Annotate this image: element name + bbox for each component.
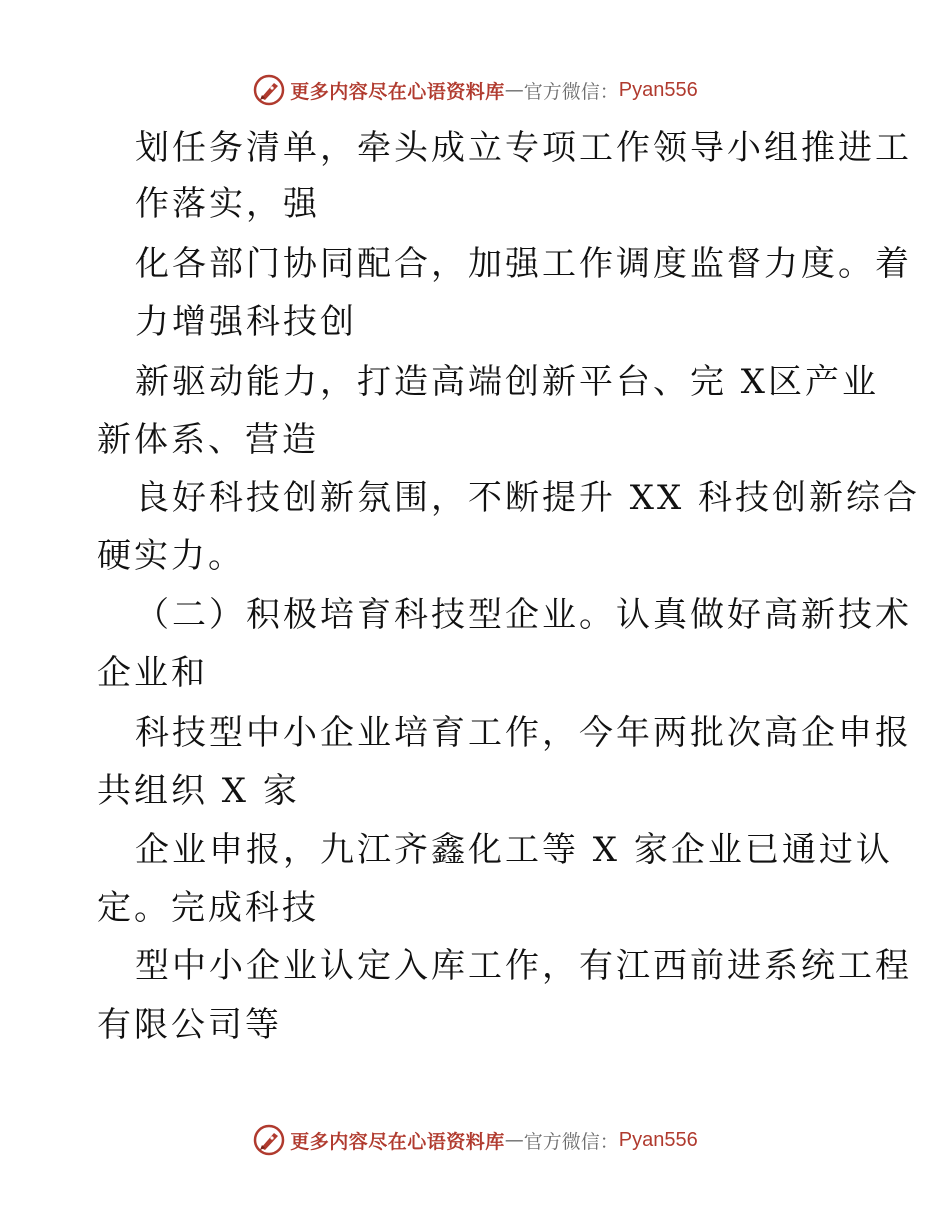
text-line: 硬实力。 bbox=[97, 536, 245, 576]
text-line: 企业和 bbox=[97, 653, 208, 693]
pen-nib-logo-icon bbox=[252, 73, 286, 107]
text-line: 科技型中小企业培育工作，今年两批次高企申报 bbox=[135, 713, 912, 753]
text-line: 作落实，强 bbox=[135, 184, 320, 224]
text-line: 良好科技创新氛围，不断提升 XX 科技创新综合 bbox=[135, 478, 921, 518]
pen-nib-logo-icon bbox=[252, 1123, 286, 1157]
watermark-wechat-label: 官方微信： bbox=[523, 80, 619, 103]
text-line: 化各部门协同配合，加强工作调度监督力度。着 bbox=[135, 244, 912, 284]
watermark-wechat-id: Pyan556 bbox=[618, 1128, 698, 1151]
text-line: 划任务清单，牵头成立专项工作领导小组推进工 bbox=[135, 128, 912, 168]
text-line: 有限公司等 bbox=[97, 1005, 282, 1045]
header-watermark-banner bbox=[0, 70, 950, 110]
text-line: （二）积极培育科技型企业。认真做好高新技术 bbox=[135, 595, 912, 635]
text-line: 新驱动能力，打造高端创新平台、完 X区产业 bbox=[135, 362, 880, 402]
text-line: 共组织 X 家 bbox=[97, 771, 300, 811]
text-line: 新体系、营造 bbox=[97, 420, 319, 460]
text-line: 型中小企业认定入库工作，有江西前进系统工程 bbox=[135, 946, 912, 986]
watermark-site-text: 更多内容尽在心语资料库 bbox=[290, 80, 505, 103]
text-line: 企业申报，九江齐鑫化工等 X 家企业已通过认 bbox=[135, 830, 893, 870]
watermark-wechat-label: 官方微信： bbox=[523, 1130, 619, 1153]
text-line: 定。完成科技 bbox=[97, 888, 319, 928]
watermark-site-text: 更多内容尽在心语资料库 bbox=[290, 1130, 505, 1153]
watermark-dash: — bbox=[504, 1129, 524, 1151]
footer-watermark-banner bbox=[0, 1120, 950, 1160]
watermark-wechat-id: Pyan556 bbox=[618, 78, 698, 101]
watermark-dash: — bbox=[504, 79, 524, 101]
text-line: 力增强科技创 bbox=[135, 302, 357, 342]
